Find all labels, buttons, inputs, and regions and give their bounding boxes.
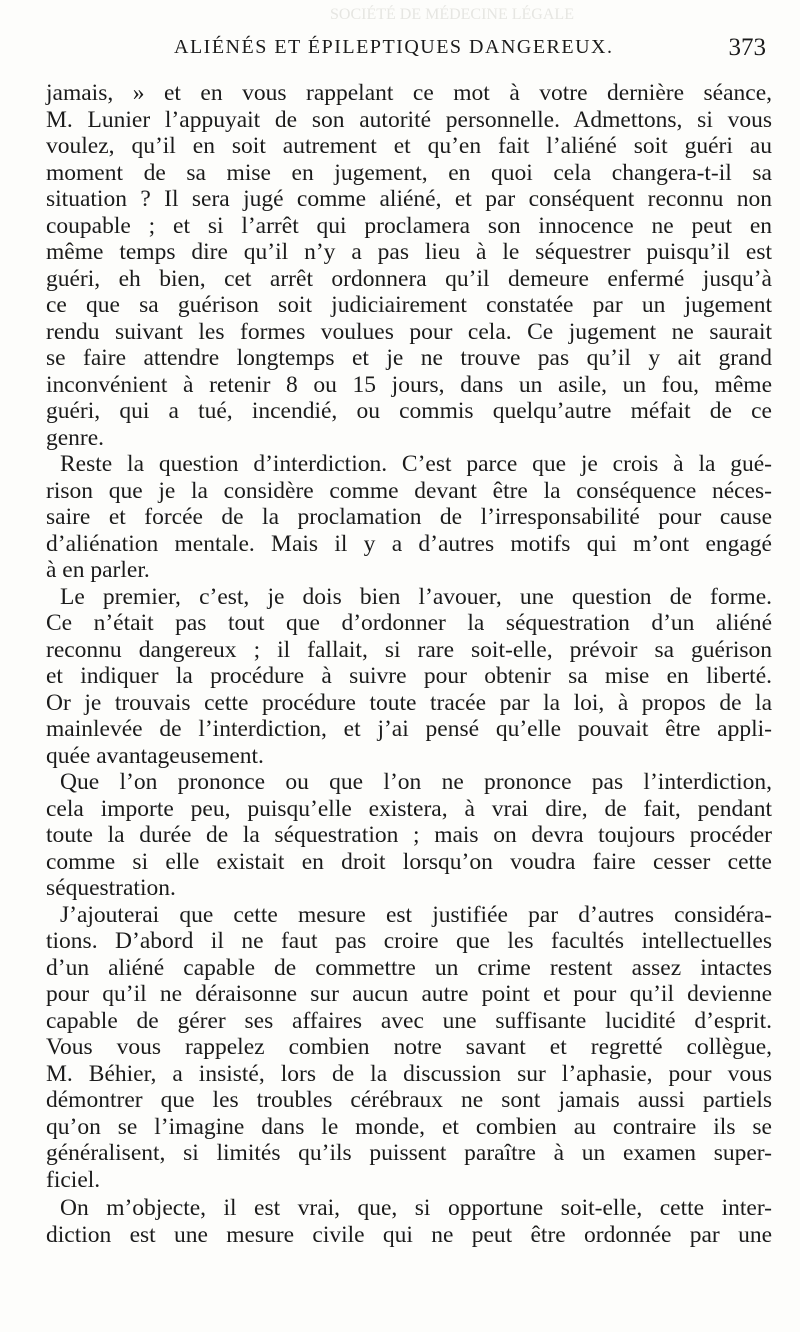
text-line: même temps dire qu’il n’y a pas lieu à le séquestrer puisqu’il est bbox=[46, 239, 772, 265]
text-line: tions. D’abord il ne faut pas croire que les facultés intellectuelles bbox=[46, 928, 772, 954]
text-line: moment de sa mise en jugement, en quoi cela changera-t-il sa bbox=[46, 159, 772, 186]
page-number: 373 bbox=[728, 34, 766, 61]
text-line: capable de gérer ses affaires avec une suffisante lucidité d’esprit. bbox=[46, 1007, 772, 1034]
text-line: pour qu’il ne déraisonne sur aucun autre point et pour qu’il devienne bbox=[46, 981, 772, 1007]
body-text bbox=[46, 80, 772, 1248]
text-line: M. Lunier l’appuyait de son autorité personnelle. Admettons, si vous bbox=[46, 106, 772, 133]
text-line: On m’objecte, il est vrai, que, si opportune soit-elle, cette inter- bbox=[60, 1195, 772, 1221]
text-line: se faire attendre longtemps et je ne trouve pas qu’il y ait grand bbox=[46, 345, 772, 371]
text-line: démontrer que les troubles cérébraux ne sont jamais aussi partiels bbox=[46, 1087, 772, 1113]
text-line: inconvénient à retenir 8 ou 15 jours, dans un asile, un fou, même bbox=[46, 371, 772, 398]
text-line: Le premier, c’est, je dois bien l’avouer, une question de forme. bbox=[60, 583, 772, 610]
text-line: guéri, qui a tué, incendié, ou commis quelqu’autre méfait de ce bbox=[46, 398, 772, 424]
bleed-through-text: SOCIÉTÉ DE MÉDECINE LÉGALE bbox=[330, 6, 574, 23]
text-line: Ce n’était pas tout que d’ordonner la séquestration d’un aliéné bbox=[46, 610, 772, 636]
text-line: rison que je la considère comme devant être la conséquence néces- bbox=[46, 477, 772, 504]
text-line: d’un aliéné capable de commettre un crime restent assez intactes bbox=[46, 954, 772, 981]
text-line: J’ajouterai que cette mesure est justifiée par d’autres considéra- bbox=[60, 901, 772, 928]
text-line: guéri, eh bien, cet arrêt ordonnera qu’il demeure enfermé jusqu’à bbox=[46, 265, 772, 292]
text-line: situation ? Il sera jugé comme aliéné, et par conséquent reconnu non bbox=[46, 186, 772, 212]
text-line: rendu suivant les formes voulues pour cela. Ce jugement ne saurait bbox=[46, 318, 772, 345]
text-line: saire et forcée de la proclamation de l’irresponsabilité pour cause bbox=[46, 504, 772, 530]
text-line: jamais, » et en vous rappelant ce mot à votre dernière séance, bbox=[46, 80, 772, 106]
text-line: diction est une mesure civile qui ne peut être ordonnée par une bbox=[46, 1221, 772, 1248]
text-line: mainlevée de l’interdiction, et j’ai pensé qu’elle pouvait être appli- bbox=[46, 716, 772, 742]
text-line: Reste la question d’interdiction. C’est parce que je crois à la gué- bbox=[60, 451, 772, 477]
page-header bbox=[46, 34, 772, 74]
text-line: Vous vous rappelez combien notre savant et regretté collègue, bbox=[46, 1034, 772, 1060]
text-line: toute la durée de la séquestration ; mais on devra toujours procéder bbox=[46, 822, 772, 848]
text-line: M. Béhier, a insisté, lors de la discussion sur l’aphasie, pour vous bbox=[46, 1060, 772, 1087]
text-line: d’aliénation mentale. Mais il y a d’autres motifs qui m’ont engagé bbox=[46, 530, 772, 557]
text-line: à en parler. bbox=[46, 557, 150, 583]
text-line: Que l’on prononce ou que l’on ne prononce pas l’interdiction, bbox=[60, 769, 772, 795]
text-line: cela importe peu, puisqu’elle existera, à vrai dire, de fait, pendant bbox=[46, 795, 772, 822]
text-line: reconnu dangereux ; il fallait, si rare soit-elle, prévoir sa guérison bbox=[46, 636, 772, 663]
text-line: séquestration. bbox=[46, 875, 176, 901]
text-line: coupable ; et si l’arrêt qui proclamera son innocence ne peut en bbox=[46, 212, 772, 239]
text-line: ce que sa guérison soit judiciairement constatée par un jugement bbox=[46, 292, 772, 318]
text-line: ficiel. bbox=[46, 1166, 101, 1193]
text-line: quée avantageusement. bbox=[46, 742, 264, 769]
text-line: genre. bbox=[46, 424, 105, 451]
text-line: et indiquer la procédure à suivre pour obtenir sa mise en liberté. bbox=[46, 663, 772, 689]
text-line: voulez, qu’il en soit autrement et qu’en fait l’aliéné soit guéri au bbox=[46, 133, 772, 159]
text-line: qu’on se l’imagine dans le monde, et combien au contraire ils se bbox=[46, 1113, 772, 1140]
text-line: Or je trouvais cette procédure toute tracée par la loi, à propos de la bbox=[46, 689, 772, 716]
text-line: généralisent, si limités qu’ils puissent paraître à un examen super- bbox=[46, 1140, 772, 1166]
running-head: ALIÉNÉS ET ÉPILEPTIQUES DANGEREUX. bbox=[174, 36, 614, 58]
text-line: comme si elle existait en droit lorsqu’on voudra faire cesser cette bbox=[46, 848, 772, 875]
